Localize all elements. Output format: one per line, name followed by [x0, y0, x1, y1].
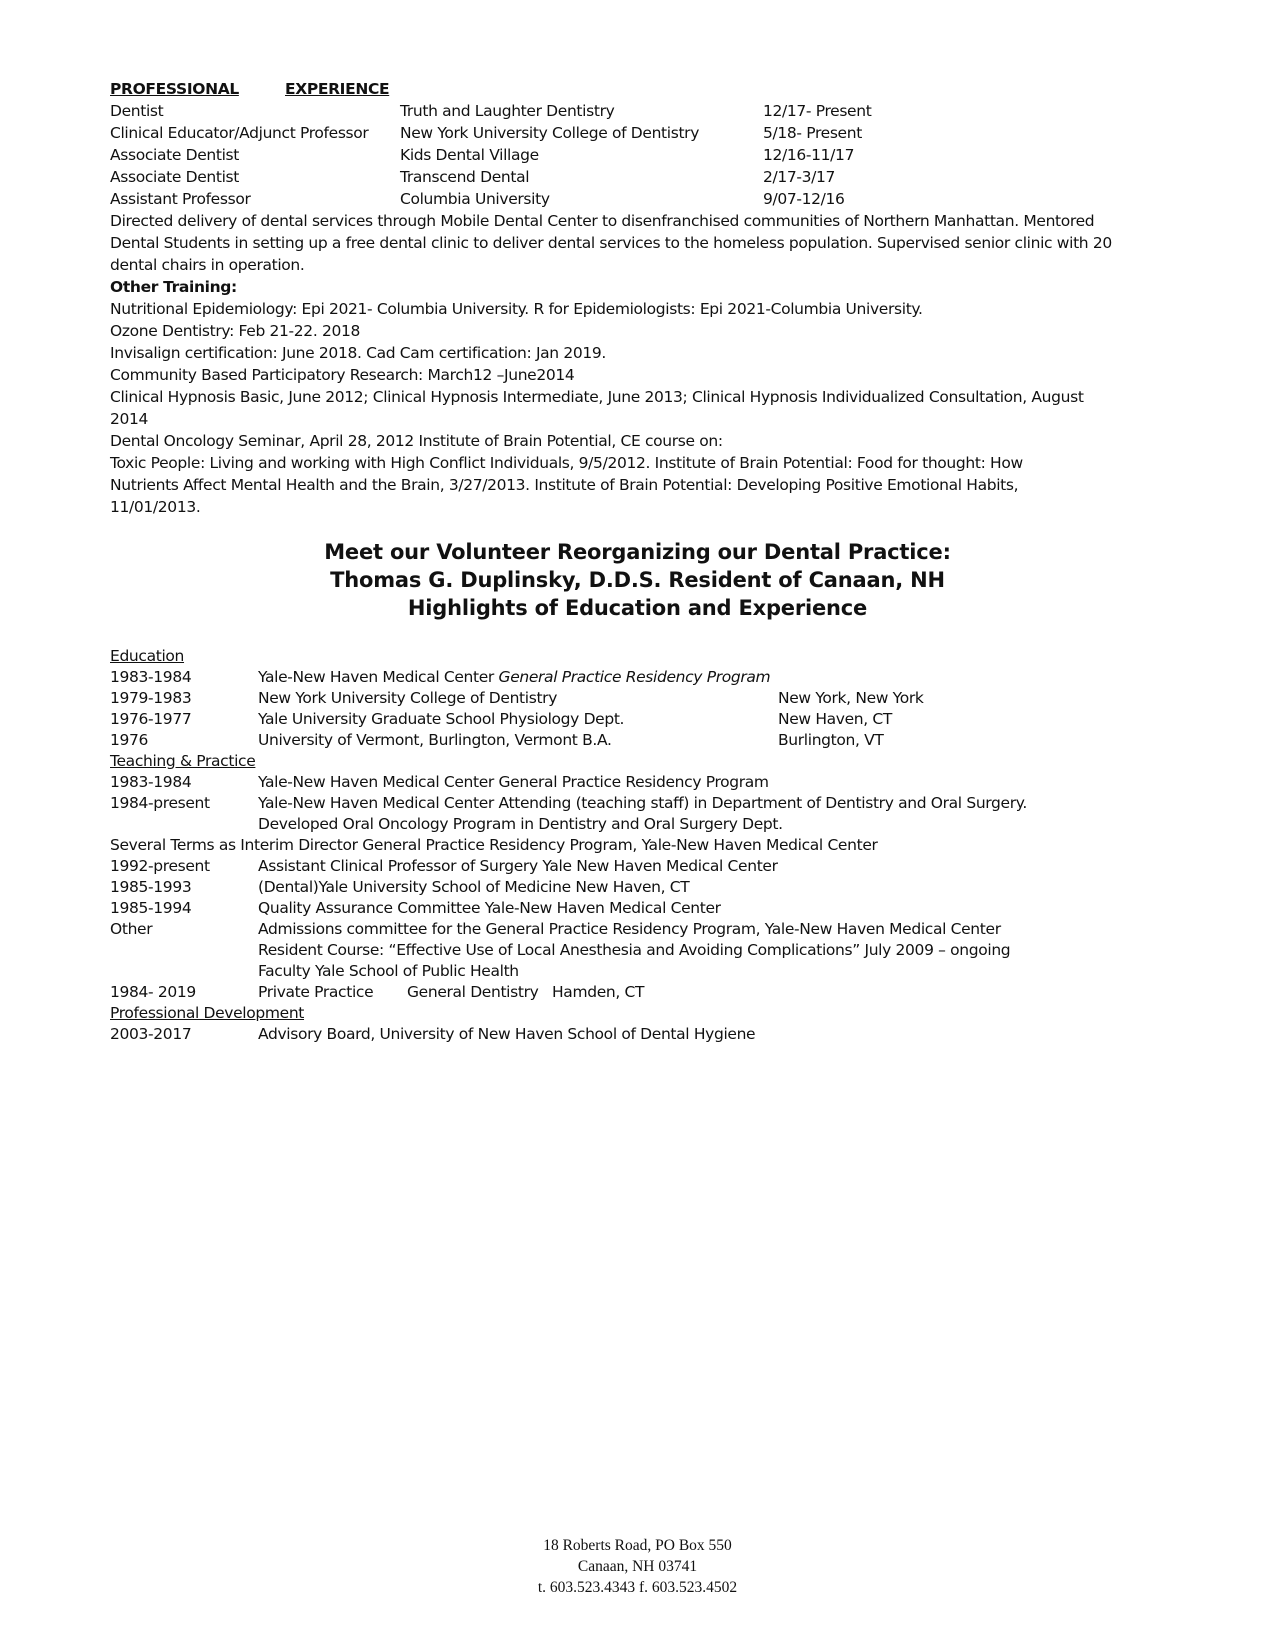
exp-title: Associate Dentist [110, 168, 239, 186]
training-line: Invisalign certification: June 2018. Cad Cam certification: Jan 2019. [110, 344, 606, 362]
training-line: Ozone Dentistry: Feb 21-22. 2018 [110, 322, 361, 340]
general-dentistry: General Dentistry [407, 983, 539, 1001]
edu-program: General Practice Residency Program [498, 668, 771, 686]
edu-place: Burlington, VT [778, 731, 884, 749]
teach-text: Admissions committee for the General Practice Residency Program, Yale-New Haven Medical Center [258, 920, 1001, 938]
teach-text: Assistant Clinical Professor of Surgery Yale New Haven Medical Center [258, 857, 778, 875]
teach-years: 1992-present [110, 857, 210, 875]
education-heading: Education [110, 647, 185, 665]
edu-place: New Haven, CT [778, 710, 893, 728]
exp-title: Dentist [110, 102, 164, 120]
footer-city: Canaan, NH 03741 [577, 1558, 698, 1575]
teach-years: 1983-1984 [110, 773, 192, 791]
training-line: Clinical Hypnosis Basic, June 2012; Clinical Hypnosis Intermediate, June 2013; Clinical Hypnosis Individualized Consultation, August [110, 388, 1084, 406]
dev-years: 2003-2017 [110, 1025, 192, 1043]
heading-professional: PROFESSIONAL [110, 80, 239, 98]
private-practice: Private Practice [258, 983, 374, 1001]
other-label: Other [110, 920, 153, 938]
exp-dates: 9/07-12/16 [763, 190, 845, 208]
teach-text: Resident Course: “Effective Use of Local Anesthesia and Avoiding Complications” July 2009 – ongoing [258, 941, 1011, 959]
teach-years: 1984- 2019 [110, 983, 196, 1001]
teach-years: 1985-1993 [110, 878, 192, 896]
exp-employer: Transcend Dental [400, 168, 530, 186]
training-line: Community Based Participatory Research: March12 –June2014 [110, 366, 575, 384]
training-line: 11/01/2013. [110, 498, 201, 516]
exp-employer: Columbia University [400, 190, 550, 208]
edu-institution: Yale University Graduate School Physiology Dept. [258, 710, 625, 728]
teach-text: Faculty Yale School of Public Health [258, 962, 519, 980]
edu-years: 1976 [110, 731, 149, 749]
training-line: Dental Oncology Seminar, April 28, 2012 Institute of Brain Potential, CE course on: [110, 432, 723, 450]
teach-text: Yale-New Haven Medical Center General Practice Residency Program [258, 773, 769, 791]
exp-employer: Truth and Laughter Dentistry [400, 102, 615, 120]
practice-location: Hamden, CT [552, 983, 645, 1001]
footer-phone: t. 603.523.4343 f. 603.523.4502 [537, 1579, 738, 1596]
exp-employer: New York University College of Dentistry [400, 124, 700, 142]
footer-address: 18 Roberts Road, PO Box 550 [543, 1537, 732, 1554]
edu-institution: New York University College of Dentistry [258, 689, 558, 707]
exp-employer: Kids Dental Village [400, 146, 539, 164]
teaching-heading: Teaching & Practice [110, 752, 256, 770]
heading-experience: EXPERIENCE [285, 80, 390, 98]
exp-dates: 2/17-3/17 [763, 168, 836, 186]
teach-text: Developed Oral Oncology Program in Dentistry and Oral Surgery Dept. [258, 815, 783, 833]
exp-dates: 12/16-11/17 [763, 146, 855, 164]
edu-years: 1976-1977 [110, 710, 192, 728]
teach-text: Yale-New Haven Medical Center Attending (teaching staff) in Department of Dentistry and Oral Surgery. [258, 794, 1027, 812]
volunteer-name: Thomas G. Duplinsky, D.D.S. Resident of Canaan, NH [330, 568, 945, 592]
exp-title: Associate Dentist [110, 146, 239, 164]
teach-years: 1984-present [110, 794, 210, 812]
experience-description: dental chairs in operation. [110, 256, 305, 274]
training-line: 2014 [110, 410, 149, 428]
edu-years: 1983-1984 [110, 668, 192, 686]
interim-director: Several Terms as Interim Director General Practice Residency Program, Yale-New Haven Medical Center [110, 836, 878, 854]
training-line: Nutrients Affect Mental Health and the Brain, 3/27/2013. Institute of Brain Potential: Developing Positive Emotional Habits, [110, 476, 1019, 494]
exp-title: Assistant Professor [110, 190, 251, 208]
teach-text: (Dental)Yale University School of Medicine New Haven, CT [258, 878, 690, 896]
training-line: Nutritional Epidemiology: Epi 2021- Columbia University. R for Epidemiologists: Epi 2021-Columbia University. [110, 300, 923, 318]
dev-text: Advisory Board, University of New Haven School of Dental Hygiene [258, 1025, 756, 1043]
experience-description: Directed delivery of dental services through Mobile Dental Center to disenfranchised communities of Northern Manhattan. Mentored [110, 212, 1095, 230]
experience-description: Dental Students in setting up a free dental clinic to deliver dental services to the homeless population. Supervised senior clinic with 20 [110, 234, 1112, 252]
other-training-heading: Other Training: [110, 278, 237, 296]
edu-institution: University of Vermont, Burlington, Vermont B.A. [258, 731, 612, 749]
edu-place: New York, New York [778, 689, 924, 707]
exp-dates: 5/18- Present [763, 124, 862, 142]
volunteer-subtitle: Highlights of Education and Experience [407, 596, 868, 620]
teach-text: Quality Assurance Committee Yale-New Haven Medical Center [258, 899, 721, 917]
edu-institution: Yale-New Haven Medical Center General Practice Residency Program [258, 668, 771, 686]
edu-years: 1979-1983 [110, 689, 192, 707]
teach-years: 1985-1994 [110, 899, 192, 917]
exp-title: Clinical Educator/Adjunct Professor [110, 124, 369, 142]
exp-dates: 12/17- Present [763, 102, 872, 120]
volunteer-title: Meet our Volunteer Reorganizing our Dental Practice: [324, 540, 951, 564]
development-heading: Professional Development [110, 1004, 305, 1022]
training-line: Toxic People: Living and working with High Conflict Individuals, 9/5/2012. Institute of Brain Potential: Food for thought: How [110, 454, 1023, 472]
